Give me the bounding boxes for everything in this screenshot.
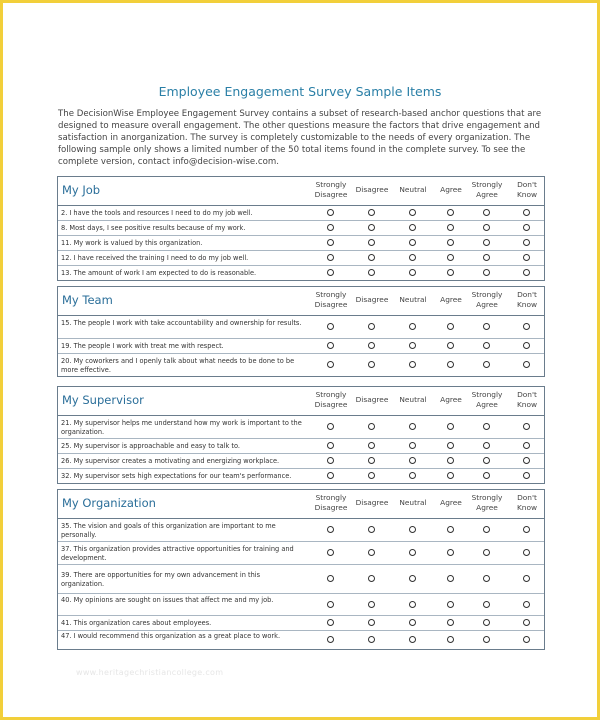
- radio-strongly-disagree[interactable]: [327, 549, 334, 556]
- section-title: My Supervisor: [62, 393, 144, 407]
- radio-disagree[interactable]: [368, 323, 375, 330]
- question-text: 35. The vision and goals of this organization are important to me personally.: [61, 522, 276, 539]
- column-header-line: Strongly: [315, 390, 347, 399]
- column-header-line: Agree: [440, 498, 462, 507]
- column-header-line: Disagree: [314, 502, 348, 512]
- question-text: 25. My supervisor is approachable and easy to talk to.: [61, 442, 240, 450]
- column-header: [351, 185, 393, 195]
- radio-neutral[interactable]: [409, 457, 416, 464]
- radio-strongly-disagree[interactable]: [327, 342, 334, 349]
- radio-agree[interactable]: [447, 423, 454, 430]
- column-header-line: Neutral: [399, 185, 427, 194]
- question-text: 12. I have received the training I need to do my job well.: [61, 254, 249, 262]
- column-header-line: Agree: [440, 185, 462, 194]
- radio-disagree[interactable]: [368, 269, 375, 276]
- column-header: [466, 290, 508, 309]
- radio-don-t-know[interactable]: [523, 442, 530, 449]
- radio-agree[interactable]: [447, 636, 454, 643]
- column-header: [506, 493, 548, 512]
- column-header-line: Neutral: [399, 395, 427, 404]
- radio-don-t-know[interactable]: [523, 636, 530, 643]
- radio-disagree[interactable]: [368, 342, 375, 349]
- radio-neutral[interactable]: [409, 442, 416, 449]
- column-header-line: Don't: [517, 180, 537, 189]
- radio-don-t-know[interactable]: [523, 342, 530, 349]
- question-row: [58, 266, 544, 280]
- column-header: [392, 498, 434, 508]
- column-header-line: Agree: [476, 502, 498, 512]
- radio-strongly-agree[interactable]: [483, 549, 490, 556]
- radio-disagree[interactable]: [368, 254, 375, 261]
- radio-strongly-disagree[interactable]: [327, 423, 334, 430]
- section-header: [58, 387, 544, 416]
- question-row: [58, 565, 544, 594]
- radio-disagree[interactable]: [368, 209, 375, 216]
- section-my-job: [57, 176, 545, 281]
- question-row: [58, 416, 544, 439]
- column-header-line: Strongly: [315, 180, 347, 189]
- column-header-line: Know: [516, 502, 538, 512]
- radio-agree[interactable]: [447, 323, 454, 330]
- column-header-line: Know: [516, 299, 538, 309]
- question-text: 21. My supervisor helps me understand how my work is important to the organization.: [61, 419, 302, 436]
- question-text: 11. My work is valued by this organization.: [61, 239, 203, 247]
- column-header-line: Agree: [440, 295, 462, 304]
- radio-don-t-know[interactable]: [523, 269, 530, 276]
- radio-strongly-disagree[interactable]: [327, 575, 334, 582]
- radio-don-t-know[interactable]: [523, 457, 530, 464]
- radio-neutral[interactable]: [409, 269, 416, 276]
- question-text: 2. I have the tools and resources I need to do my job well.: [61, 209, 253, 217]
- radio-strongly-agree[interactable]: [483, 254, 490, 261]
- radio-disagree[interactable]: [368, 549, 375, 556]
- column-header: [392, 295, 434, 305]
- column-header-line: Agree: [476, 399, 498, 409]
- question-text: 13. The amount of work I am expected to do is reasonable.: [61, 269, 257, 277]
- radio-strongly-agree[interactable]: [483, 457, 490, 464]
- column-header-line: Strongly: [315, 290, 347, 299]
- question-text: 39. There are opportunities for my own advancement in this organization.: [61, 571, 261, 588]
- question-text: 47. I would recommend this organization as a great place to work.: [61, 632, 281, 640]
- question-row: [58, 251, 544, 266]
- radio-strongly-agree[interactable]: [483, 472, 490, 479]
- radio-disagree[interactable]: [368, 457, 375, 464]
- radio-strongly-agree[interactable]: [483, 209, 490, 216]
- section-title: My Team: [62, 293, 113, 307]
- radio-agree[interactable]: [447, 342, 454, 349]
- radio-neutral[interactable]: [409, 323, 416, 330]
- column-header: [351, 295, 393, 305]
- radio-strongly-agree[interactable]: [483, 323, 490, 330]
- column-header-line: Disagree: [314, 189, 348, 199]
- radio-strongly-disagree[interactable]: [327, 619, 334, 626]
- radio-don-t-know[interactable]: [523, 472, 530, 479]
- radio-disagree[interactable]: [368, 601, 375, 608]
- radio-agree[interactable]: [447, 575, 454, 582]
- column-header-line: Agree: [476, 189, 498, 199]
- radio-strongly-disagree[interactable]: [327, 636, 334, 643]
- radio-strongly-disagree[interactable]: [327, 239, 334, 246]
- question-text: 26. My supervisor creates a motivating and energizing workplace.: [61, 457, 280, 465]
- question-text: 20. My coworkers and I openly talk about what needs to be done to be more effective.: [61, 357, 295, 374]
- watermark: www.heritagechristiancollege.com: [76, 668, 224, 677]
- question-row: [58, 339, 544, 354]
- question-row: [58, 631, 544, 649]
- section-my-supervisor: [57, 386, 545, 484]
- column-header: [466, 493, 508, 512]
- radio-strongly-agree[interactable]: [483, 342, 490, 349]
- radio-strongly-agree[interactable]: [483, 269, 490, 276]
- radio-strongly-disagree[interactable]: [327, 323, 334, 330]
- column-header-line: Strongly: [471, 390, 503, 399]
- radio-disagree[interactable]: [368, 224, 375, 231]
- radio-neutral[interactable]: [409, 526, 416, 533]
- radio-don-t-know[interactable]: [523, 549, 530, 556]
- column-header-line: Disagree: [355, 498, 389, 507]
- question-row: [58, 206, 544, 221]
- radio-strongly-disagree[interactable]: [327, 269, 334, 276]
- section-my-team: [57, 286, 545, 377]
- column-header: [310, 180, 352, 199]
- radio-disagree[interactable]: [368, 636, 375, 643]
- radio-agree[interactable]: [447, 472, 454, 479]
- column-header-line: Agree: [440, 395, 462, 404]
- column-header: [351, 498, 393, 508]
- radio-don-t-know[interactable]: [523, 526, 530, 533]
- column-header-line: Don't: [517, 390, 537, 399]
- column-header: [506, 390, 548, 409]
- radio-neutral[interactable]: [409, 472, 416, 479]
- radio-neutral[interactable]: [409, 342, 416, 349]
- radio-strongly-agree[interactable]: [483, 361, 490, 368]
- radio-don-t-know[interactable]: [523, 361, 530, 368]
- radio-agree[interactable]: [447, 526, 454, 533]
- column-header-line: Disagree: [355, 295, 389, 304]
- radio-agree[interactable]: [447, 549, 454, 556]
- column-header: [466, 180, 508, 199]
- radio-neutral[interactable]: [409, 254, 416, 261]
- section-title: My Job: [62, 183, 101, 197]
- column-header-line: Disagree: [355, 395, 389, 404]
- radio-strongly-disagree[interactable]: [327, 457, 334, 464]
- column-header-line: Neutral: [399, 498, 427, 507]
- radio-don-t-know[interactable]: [523, 423, 530, 430]
- column-header: [506, 290, 548, 309]
- column-header: [506, 180, 548, 199]
- question-row: [58, 316, 544, 339]
- radio-agree[interactable]: [447, 269, 454, 276]
- question-text: 8. Most days, I see positive results because of my work.: [61, 224, 246, 232]
- question-row: [58, 354, 544, 376]
- radio-strongly-agree[interactable]: [483, 423, 490, 430]
- radio-strongly-disagree[interactable]: [327, 224, 334, 231]
- section-header: [58, 287, 544, 316]
- section-header: [58, 490, 544, 519]
- column-header: [392, 395, 434, 405]
- question-row: [58, 454, 544, 469]
- radio-disagree[interactable]: [368, 239, 375, 246]
- question-row: [58, 221, 544, 236]
- radio-strongly-agree[interactable]: [483, 224, 490, 231]
- column-header-line: Know: [516, 399, 538, 409]
- column-header-line: Strongly: [471, 493, 503, 502]
- radio-strongly-agree[interactable]: [483, 575, 490, 582]
- radio-strongly-disagree[interactable]: [327, 526, 334, 533]
- radio-agree[interactable]: [447, 254, 454, 261]
- column-header-line: Strongly: [471, 180, 503, 189]
- radio-disagree[interactable]: [368, 442, 375, 449]
- radio-neutral[interactable]: [409, 239, 416, 246]
- radio-strongly-disagree[interactable]: [327, 361, 334, 368]
- radio-agree[interactable]: [447, 601, 454, 608]
- radio-strongly-disagree[interactable]: [327, 254, 334, 261]
- radio-neutral[interactable]: [409, 636, 416, 643]
- radio-disagree[interactable]: [368, 423, 375, 430]
- section-header: [58, 177, 544, 206]
- radio-don-t-know[interactable]: [523, 209, 530, 216]
- question-text: 41. This organization cares about employees.: [61, 619, 212, 627]
- intro-paragraph: The DecisionWise Employee Engagement Survey contains a subset of research-based anchor questions that are designed to measure overall engagement. The other questions measure the factors that drive engagement and satisfaction in anorganization. The survey is completely customizable to the needs of every organization. The following sample only shows a limited number of the 50 total items found in the complete survey. To see the complete version, contact info@decision-wise.com.: [58, 109, 542, 167]
- radio-disagree[interactable]: [368, 472, 375, 479]
- column-header-line: Agree: [476, 299, 498, 309]
- section-my-organization: [57, 489, 545, 650]
- radio-strongly-disagree[interactable]: [327, 442, 334, 449]
- radio-agree[interactable]: [447, 224, 454, 231]
- radio-neutral[interactable]: [409, 549, 416, 556]
- column-header: [351, 395, 393, 405]
- column-header-line: Disagree: [314, 299, 348, 309]
- radio-don-t-know[interactable]: [523, 323, 530, 330]
- column-header-line: Strongly: [471, 290, 503, 299]
- radio-strongly-agree[interactable]: [483, 636, 490, 643]
- section-title: My Organization: [62, 496, 156, 510]
- question-text: 15. The people I work with take accountability and ownership for results.: [61, 319, 302, 327]
- column-header-line: Don't: [517, 290, 537, 299]
- question-row: [58, 236, 544, 251]
- radio-agree[interactable]: [447, 361, 454, 368]
- radio-disagree[interactable]: [368, 361, 375, 368]
- radio-disagree[interactable]: [368, 619, 375, 626]
- radio-disagree[interactable]: [368, 526, 375, 533]
- radio-don-t-know[interactable]: [523, 619, 530, 626]
- radio-neutral[interactable]: [409, 224, 416, 231]
- radio-don-t-know[interactable]: [523, 601, 530, 608]
- question-row: [58, 616, 544, 631]
- column-header-line: Know: [516, 189, 538, 199]
- radio-strongly-agree[interactable]: [483, 601, 490, 608]
- radio-strongly-agree[interactable]: [483, 526, 490, 533]
- column-header: [392, 185, 434, 195]
- radio-don-t-know[interactable]: [523, 254, 530, 261]
- radio-agree[interactable]: [447, 457, 454, 464]
- column-header: [310, 290, 352, 309]
- question-text: 19. The people I work with treat me with respect.: [61, 342, 224, 350]
- radio-don-t-know[interactable]: [523, 575, 530, 582]
- radio-disagree[interactable]: [368, 575, 375, 582]
- radio-don-t-know[interactable]: [523, 224, 530, 231]
- column-header: [310, 390, 352, 409]
- question-text: 37. This organization provides attractive opportunities for training and development.: [61, 545, 294, 562]
- column-header-line: Disagree: [314, 399, 348, 409]
- radio-agree[interactable]: [447, 442, 454, 449]
- radio-agree[interactable]: [447, 619, 454, 626]
- radio-neutral[interactable]: [409, 619, 416, 626]
- page-title: Employee Engagement Survey Sample Items: [158, 84, 442, 99]
- radio-neutral[interactable]: [409, 601, 416, 608]
- radio-strongly-agree[interactable]: [483, 239, 490, 246]
- radio-neutral[interactable]: [409, 575, 416, 582]
- radio-neutral[interactable]: [409, 423, 416, 430]
- column-header-line: Neutral: [399, 295, 427, 304]
- column-header-line: Strongly: [315, 493, 347, 502]
- radio-agree[interactable]: [447, 239, 454, 246]
- radio-agree[interactable]: [447, 209, 454, 216]
- question-row: [58, 594, 544, 616]
- question-row: [58, 469, 544, 483]
- radio-don-t-know[interactable]: [523, 239, 530, 246]
- question-text: 40. My opinions are sought on issues that affect me and my job.: [61, 596, 274, 604]
- radio-neutral[interactable]: [409, 361, 416, 368]
- column-header: [310, 493, 352, 512]
- column-header: [466, 390, 508, 409]
- radio-strongly-agree[interactable]: [483, 619, 490, 626]
- radio-strongly-disagree[interactable]: [327, 472, 334, 479]
- question-row: [58, 439, 544, 454]
- radio-neutral[interactable]: [409, 209, 416, 216]
- column-header-line: Don't: [517, 493, 537, 502]
- question-row: [58, 519, 544, 542]
- radio-strongly-disagree[interactable]: [327, 209, 334, 216]
- question-text: 32. My supervisor sets high expectations for our team's performance.: [61, 472, 292, 480]
- question-row: [58, 542, 544, 565]
- column-header-line: Disagree: [355, 185, 389, 194]
- radio-strongly-disagree[interactable]: [327, 601, 334, 608]
- radio-strongly-agree[interactable]: [483, 442, 490, 449]
